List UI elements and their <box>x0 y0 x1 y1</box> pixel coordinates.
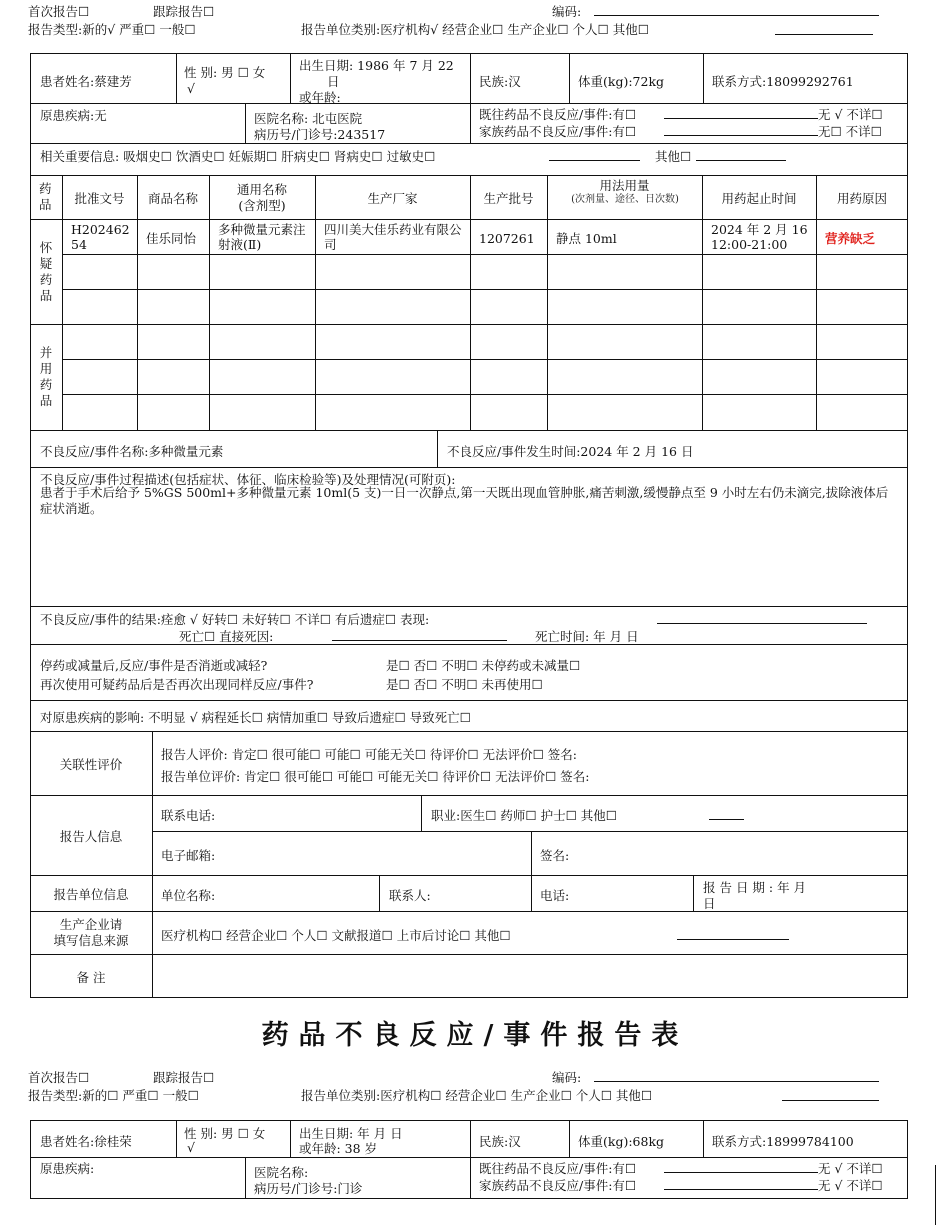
suspect-drug-label: 怀疑药品 <box>39 240 53 303</box>
follow-report-checkbox[interactable]: 跟踪报告☐ <box>153 4 215 19</box>
col-drug: 药品 <box>39 181 54 212</box>
weight-field[interactable]: 体重(kg):72kg <box>578 74 665 89</box>
ethnicity-field[interactable]: 民族:汉 <box>479 74 521 89</box>
gender-check-2[interactable]: √ <box>187 1140 195 1155</box>
drug-approval-number[interactable]: H20246254 <box>71 222 130 252</box>
source-other-field[interactable] <box>677 939 789 940</box>
email-field[interactable]: 电子邮箱: <box>161 848 216 863</box>
reporter-evaluation[interactable]: 报告人评价: 肯定☐ 很可能☐ 可能☐ 可能无关☐ 待评价☐ 无法评价☐ 签名: <box>161 747 577 762</box>
follow-report-checkbox-2[interactable]: 跟踪报告☐ <box>153 1070 215 1085</box>
family-adr-tail-2[interactable]: 无 √ 不详☐ <box>818 1178 883 1193</box>
reporter-info-label: 报告人信息 <box>59 829 123 844</box>
occupation-field[interactable]: 职业:医生☐ 药师☐ 护士☐ 其他☐ <box>431 808 617 823</box>
remark-field[interactable] <box>156 958 904 994</box>
first-report-checkbox[interactable]: 首次报告☐ <box>28 4 90 19</box>
birth-date-line2: 日 <box>327 74 340 89</box>
gender-check[interactable]: √ <box>187 81 195 96</box>
patient-name-2[interactable]: 患者姓名:徐桂荣 <box>40 1134 132 1149</box>
unit-category-other-field[interactable] <box>775 34 873 35</box>
drug-usage[interactable]: 静点 10ml <box>556 231 617 246</box>
col-approval: 批准文号 <box>74 191 125 206</box>
ethnicity-field-2[interactable]: 民族:汉 <box>479 1134 521 1149</box>
weight-field-2[interactable]: 体重(kg):68kg <box>578 1134 665 1149</box>
process-title: 不良反应/事件过程描述(包括症状、体征、临床检验等)及处理情况(可附页): <box>40 472 456 487</box>
allergy-field[interactable] <box>549 160 640 161</box>
history-other[interactable]: 其他☐ <box>655 149 692 164</box>
past-disease-field-2[interactable]: 原患疾病: <box>40 1161 95 1176</box>
past-adr-tail[interactable]: 无 √ 不详☐ <box>818 107 883 122</box>
first-report-checkbox-2[interactable]: 首次报告☐ <box>28 1070 90 1085</box>
birth-date-2[interactable]: 出生日期: 年 月 日 <box>299 1126 403 1141</box>
family-adr-line-2[interactable] <box>664 1189 818 1190</box>
past-disease-field[interactable]: 原患疾病:无 <box>40 108 107 123</box>
source-label-2: 填写信息来源 <box>53 933 129 948</box>
code-label-2: 编码: <box>552 1070 582 1085</box>
form-title: 药品不良反应/事件报告表 <box>261 1020 689 1051</box>
col-batch: 生产批号 <box>483 191 534 206</box>
drug-trade-name[interactable]: 佳乐同怡 <box>146 231 197 246</box>
report-type[interactable]: 报告类型:新的√ 严重☐ 一般☐ <box>28 22 196 37</box>
report-type-2[interactable]: 报告类型:新的☐ 严重☐ 一般☐ <box>28 1088 199 1103</box>
col-reason: 用药原因 <box>836 191 887 206</box>
code-label: 编码: <box>552 4 582 19</box>
family-adr-field-2[interactable]: 家族药品不良反应/事件:有☐ <box>479 1178 637 1193</box>
source-label-1: 生产企业请 <box>59 917 123 932</box>
past-adr-field[interactable]: 既往药品不良反应/事件:有☐ <box>479 107 637 122</box>
family-adr-tail[interactable]: 无☐ 不详☐ <box>818 124 882 139</box>
disease-impact[interactable]: 对原患疾病的影响: 不明显 √ 病程延长☐ 病情加重☐ 导致后遗症☐ 导致死亡☐ <box>40 710 471 725</box>
stop-answer[interactable]: 是☐ 否☐ 不明☐ 未停药或未减量☐ <box>386 658 581 673</box>
history-checkboxes[interactable]: 相关重要信息: 吸烟史☐ 饮酒史☐ 妊娠期☐ 肝病史☐ 肾病史☐ 过敏史☐ <box>40 149 436 164</box>
report-date-day: 日 <box>703 896 716 911</box>
adr-time-field[interactable]: 不良反应/事件发生时间:2024 年 2 月 16 日 <box>447 444 694 459</box>
drug-manufacturer[interactable]: 四川美大佳乐药业有限公司 <box>324 222 462 252</box>
age-field-2[interactable]: 或年龄: 38 岁 <box>299 1141 378 1156</box>
rechallenge-question: 再次使用可疑药品后是否再次出现同样反应/事件? <box>40 677 314 692</box>
code-field-2[interactable] <box>594 1081 879 1082</box>
col-trade: 商品名称 <box>147 191 198 206</box>
birth-date-line1[interactable]: 出生日期: 1986 年 7 月 22 <box>299 58 454 73</box>
past-adr-line-2[interactable] <box>664 1172 818 1173</box>
col-usage-sub: (次剂量、途径、日次数) <box>571 194 679 205</box>
col-usage: 用法用量 <box>599 178 650 193</box>
contact-field[interactable]: 联系方式:18099292761 <box>712 74 854 89</box>
result-line-1[interactable]: 不良反应/事件的结果:痊愈 √ 好转☐ 未好转☐ 不详☐ 有后遗症☐ 表现: <box>40 612 430 627</box>
death-time-field[interactable]: 死亡时间: 年 月 日 <box>535 629 639 644</box>
unit-category-2[interactable]: 报告单位类别:医疗机构☐ 经营企业☐ 生产企业☐ 个人☐ 其他☐ <box>301 1088 653 1103</box>
col-maker: 生产厂家 <box>367 191 418 206</box>
unit-info-label: 报告单位信息 <box>53 887 129 902</box>
patient-name[interactable]: 患者姓名:蔡建芳 <box>40 74 132 89</box>
gender-field-2[interactable]: 性 别: 男 ☐ 女 <box>184 1126 266 1141</box>
past-adr-line[interactable] <box>664 118 818 119</box>
past-adr-field-2[interactable]: 既往药品不良反应/事件:有☐ <box>479 1161 637 1176</box>
sequela-field[interactable] <box>657 623 867 624</box>
col-generic-sub: (含剂型) <box>238 198 286 213</box>
drug-period[interactable]: 2024 年 2 月 16 12:00-21:00 <box>711 222 808 252</box>
remark-label: 备 注 <box>76 970 106 985</box>
rechallenge-answer[interactable]: 是☐ 否☐ 不明☐ 未再使用☐ <box>386 677 543 692</box>
phone-field[interactable]: 联系电话: <box>161 808 216 823</box>
death-cause-field[interactable] <box>332 640 507 641</box>
record-number-field-2[interactable]: 病历号/门诊号:门诊 <box>254 1181 363 1196</box>
signature-field[interactable]: 签名: <box>540 848 570 863</box>
age-field[interactable]: 或年龄: <box>299 90 341 105</box>
col-period: 用药起止时间 <box>721 191 797 206</box>
hospital-name-field[interactable]: 医院名称: 北屯医院 <box>254 111 363 126</box>
source-options[interactable]: 医疗机构☐ 经营企业☐ 个人☐ 文献报道☐ 上市后讨论☐ 其他☐ <box>161 928 511 943</box>
page-edge-mark <box>935 1165 936 1225</box>
past-adr-tail-2[interactable]: 无 √ 不详☐ <box>818 1161 883 1176</box>
col-generic: 通用名称 <box>236 182 287 197</box>
stop-question: 停药或减量后,反应/事件是否消逝或减轻? <box>40 658 268 673</box>
history-other-field[interactable] <box>696 160 786 161</box>
unit-category-other-field-2[interactable] <box>782 1100 879 1101</box>
report-date-field[interactable]: 报 告 日 期 : 年 月 <box>703 880 807 895</box>
unit-phone-field[interactable]: 电话: <box>540 888 570 903</box>
drug-batch-number[interactable]: 1207261 <box>479 231 535 246</box>
result-death-cause[interactable]: 死亡☐ 直接死因: <box>179 629 274 644</box>
process-description[interactable]: 患者于手术后给予 5%GS 500ml+多种微量元素 10ml(5 支)一日一次静点,第一天既出现血管肿胀,痛苦刺激,缓慢静点至 9 小时左右仍未滴完,拔除液体后症状消逝。 <box>40 485 889 516</box>
record-number-field[interactable]: 病历号/门诊号:243517 <box>254 127 386 142</box>
code-field[interactable] <box>594 15 879 16</box>
unit-contact-field[interactable]: 联系人: <box>389 888 431 903</box>
adr-name-field[interactable]: 不良反应/事件名称:多种微量元素 <box>40 444 224 459</box>
contact-field-2[interactable]: 联系方式:18999784100 <box>712 1134 854 1149</box>
drug-reason[interactable]: 营养缺乏 <box>825 231 876 246</box>
drug-generic-name[interactable]: 多种微量元素注射液(Ⅱ) <box>218 222 306 252</box>
unit-evaluation[interactable]: 报告单位评价: 肯定☐ 很可能☐ 可能☐ 可能无关☐ 待评价☐ 无法评价☐ 签名: <box>161 769 590 784</box>
unit-category[interactable]: 报告单位类别:医疗机构√ 经营企业☐ 生产企业☐ 个人☐ 其他☐ <box>301 22 649 37</box>
gender-field[interactable]: 性 别: 男 ☐ 女 <box>184 65 266 80</box>
occupation-other-field[interactable] <box>709 819 744 820</box>
hospital-name-field-2[interactable]: 医院名称: <box>254 1165 309 1180</box>
family-adr-field[interactable]: 家族药品不良反应/事件:有☐ <box>479 124 637 139</box>
unit-name-field[interactable]: 单位名称: <box>161 888 216 903</box>
relevance-label: 关联性评价 <box>59 757 123 772</box>
family-adr-line[interactable] <box>664 135 818 136</box>
concomitant-drug-label: 并用药品 <box>39 345 53 408</box>
